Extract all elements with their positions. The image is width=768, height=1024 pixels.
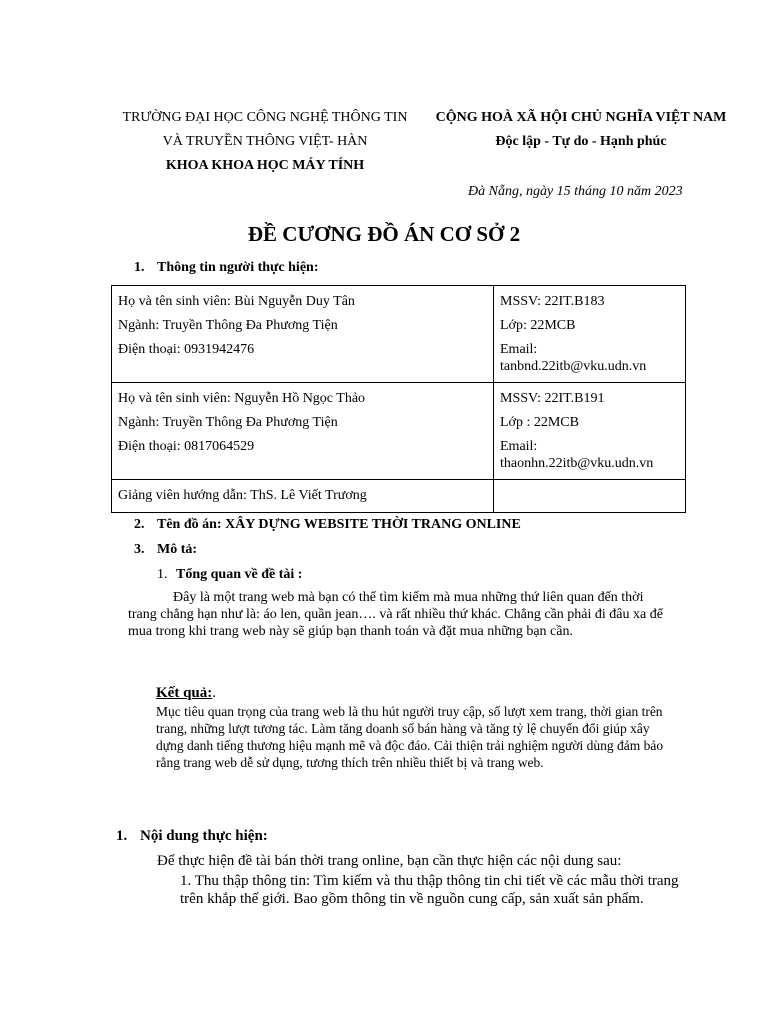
student1-phone: Điện thoại: 0931942476 bbox=[118, 342, 255, 357]
result-label: Kết quả: bbox=[156, 685, 213, 701]
section1-label: Thông tin người thực hiện: bbox=[157, 260, 319, 275]
table-row bbox=[112, 383, 686, 480]
section3-number: 3. bbox=[134, 542, 145, 557]
student1-email: tanbnd.22itb@vku.udn.vn bbox=[500, 359, 647, 374]
student2-mssv: MSSV: 22IT.B191 bbox=[500, 391, 605, 406]
section2-number: 2. bbox=[134, 517, 145, 532]
student1-mssv: MSSV: 22IT.B183 bbox=[500, 294, 605, 309]
overview-label: Tổng quan về đề tài : bbox=[176, 567, 303, 582]
document-date: Đà Nẵng, ngày 15 tháng 10 năm 2023 bbox=[468, 184, 683, 199]
student1-email-label: Email: bbox=[500, 342, 538, 357]
section2-label-text: Tên đồ án: bbox=[157, 517, 222, 532]
advisor-name: Giảng viên hướng dẫn: ThS. Lê Viết Trương bbox=[118, 488, 367, 503]
national-title: CỘNG HOÀ XÃ HỘI CHỦ NGHĨA VIỆT NAM bbox=[435, 110, 727, 125]
student-info-table bbox=[111, 285, 686, 513]
student2-email-label: Email: bbox=[500, 439, 538, 454]
student1-class: Lớp: 22MCB bbox=[500, 318, 576, 333]
student2-right-cell bbox=[494, 383, 686, 480]
student2-phone: Điện thoại: 0817064529 bbox=[118, 439, 255, 454]
document-title: ĐỀ CƯƠNG ĐỒ ÁN CƠ SỞ 2 bbox=[247, 222, 521, 246]
university-name-line1: TRƯỜNG ĐẠI HỌC CÔNG NGHỆ THÔNG TIN bbox=[122, 110, 408, 125]
national-motto: Độc lập - Tự do - Hạnh phúc bbox=[495, 134, 667, 149]
section4-intro: Để thực hiện đề tài bán thời trang online, bạn cần thực hiện các nội dung sau: bbox=[157, 853, 622, 869]
section4-item1: 1. Thu thập thông tin: Tìm kiếm và thu thập thông tin chi tiết về các mẫu thời trang trên khắp thế giới. Bao gồm thông tin về nguồn cung cấp, sản xuất sản phẩm. bbox=[180, 873, 679, 907]
section4-number: 1. bbox=[116, 828, 128, 844]
student1-right-cell bbox=[494, 286, 686, 383]
university-name-line2: VÀ TRUYỀN THÔNG VIỆT- HÀN bbox=[162, 134, 368, 149]
student1-major: Ngành: Truyền Thông Đa Phương Tiện bbox=[118, 318, 338, 333]
table-row bbox=[112, 286, 686, 383]
section3-label: Mô tả: bbox=[157, 542, 198, 557]
result-heading bbox=[156, 685, 216, 702]
overview-number: 1. bbox=[157, 567, 168, 582]
student1-name: Họ và tên sinh viên: Bùi Nguyễn Duy Tân bbox=[118, 294, 355, 309]
student2-class: Lớp : 22MCB bbox=[500, 415, 579, 430]
section2-label bbox=[157, 517, 521, 533]
student2-major: Ngành: Truyền Thông Đa Phương Tiện bbox=[118, 415, 338, 430]
advisor-empty-cell bbox=[494, 480, 686, 513]
student2-name: Họ và tên sinh viên: Nguyễn Hồ Ngọc Thảo bbox=[118, 391, 366, 406]
faculty-name: KHOA KHOA HỌC MÁY TÍNH bbox=[165, 158, 365, 173]
student2-email: thaonhn.22itb@vku.udn.vn bbox=[500, 456, 654, 471]
table-row bbox=[112, 480, 686, 513]
overview-paragraph: Đây là một trang web mà bạn có thể tìm kiếm mà mua những thứ liên quan đến thời trang chẳng hạn như là: áo len, quần jean…. và rất nhiều thứ khác. Chẳng cần phải đi đâu xa để mua trong khi trang web này sẽ giúp bạn thanh toán và đặt mua những bạn cần. bbox=[128, 590, 663, 639]
section1-number: 1. bbox=[134, 260, 145, 275]
project-name: XÂY DỰNG WEBSITE THỜI TRANG ONLINE bbox=[225, 517, 521, 532]
advisor-cell bbox=[112, 480, 494, 513]
section4-label: Nội dung thực hiện: bbox=[140, 828, 268, 844]
student2-left-cell bbox=[112, 383, 494, 480]
result-label-suffix: . bbox=[212, 685, 216, 701]
student1-left-cell bbox=[112, 286, 494, 383]
result-paragraph: Mục tiêu quan trọng của trang web là thu hút người truy cập, số lượt xem trang, thời gian trên trang, những lượt tương tác. Làm tăng doanh số bán hàng và tăng tỷ lệ chuyển đổi giúp xây dựng danh tiếng thương hiệu mạnh mẽ và độc đáo. Cải thiện trải nghiệm người dùng đảm bảo rằng trang web dễ sử dụng, tương thích trên nhiều thiết bị và trang web. bbox=[156, 704, 664, 770]
